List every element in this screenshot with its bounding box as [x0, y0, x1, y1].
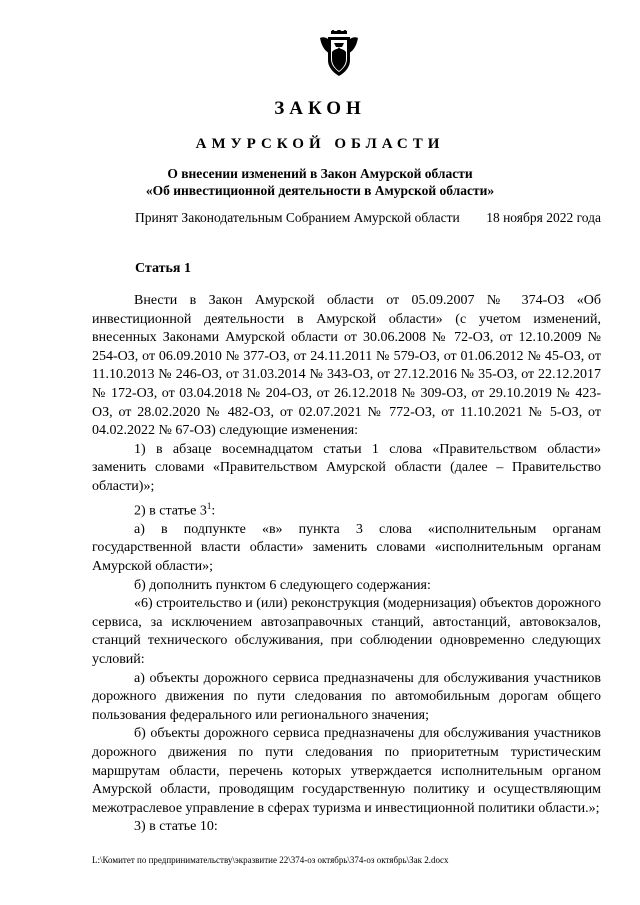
- paragraph: [92, 497, 601, 521]
- region-title: АМУРСКОЙ ОБЛАСТИ: [195, 136, 445, 152]
- adoption-line: [135, 210, 601, 226]
- paragraph: а) объекты дорожного сервиса предназначены для обслуживания участников дорожного движения по пути следования по автомобильным дорогам общего пользования федерального или регионального значения;: [92, 670, 601, 723]
- superscript: 1: [206, 500, 212, 511]
- article-body: [92, 292, 601, 837]
- law-subject: [0, 165, 640, 199]
- paragraph: 3) в статье 10:: [134, 819, 218, 835]
- paragraph: а) в подпункте «в» пункта 3 слова «исполнительным органам государственной власти области» заменить словами «исполнительным органам Амурской области»;: [92, 521, 601, 574]
- paragraph-text: :: [211, 503, 216, 519]
- law-title: ЗАКОН: [274, 98, 366, 119]
- subject-line-2: «Об инвестиционной деятельности в Амурской области»: [145, 183, 495, 198]
- paragraph: 1) в абзаце восемнадцатом статьи 1 слова «Правительством области» заменить словами «Правительством Амурской области (далее – Правительство области)»;: [92, 441, 601, 494]
- article-title: Статья 1: [135, 261, 191, 276]
- paragraph: «6) строительство и (или) реконструкция (модернизация) объектов дорожного сервиса, за исключением автозаправочных станций, автостанций, автовокзалов, станций технического обслуживания, при соблюдении одновременно следующих условий:: [92, 596, 601, 667]
- paragraph: б) дополнить пунктом 6 следующего содержания:: [134, 577, 431, 593]
- paragraph-text: 2) в статье 3: [134, 503, 207, 519]
- adopted-by: Принят Законодательным Собранием Амурской области: [135, 210, 460, 225]
- file-path-footer: L:\Комитет по предпринимательству\экразвитие 22\374-оз октябрь\374-оз октябрь\Зак 2.docx: [92, 855, 449, 865]
- paragraph: Внести в Закон Амурской области от 05.09.2007 № 374-ОЗ «Об инвестиционной деятельности в Амурской области» (с учетом изменений, внесенных Законами Амурской области от 30.06.2008 № 72-ОЗ, от 12.10.2009 № 254-ОЗ, от 06.09.2010 № 377-ОЗ, от 24.11.2011 № 579-ОЗ, от 01.06.2012 № 45-ОЗ, от 11.10.2013 № 246-ОЗ, от 31.03.2014 № 343-ОЗ, от 27.12.2016 № 35-ОЗ, от 22.12.2017 № 172-ОЗ, от 03.04.2018 № 204-ОЗ, от 26.12.2018 № 309-ОЗ, от 29.10.2019 № 423-ОЗ, от 28.02.2020 № 482-ОЗ, от 02.07.2021 № 772-ОЗ, от 11.10.2021 № 5-ОЗ, от 04.02.2022 № 67-ОЗ) следующие изменения:: [92, 293, 601, 439]
- adoption-date: 18 ноября 2022 года: [486, 210, 601, 225]
- subject-line-1: О внесении изменений в Закон Амурской области: [167, 166, 473, 181]
- paragraph: б) объекты дорожного сервиса предназначены для обслуживания участников дорожного движения по пути следования по приоритетным туристическим маршрутам области, перечень которых утверждается исполнительным органом Амурской области, проводящим государственную политику и осуществляющим межотраслевое управление в сферах туризма и инвестиционной политики области.»;: [92, 726, 601, 816]
- coat-of-arms-icon: [318, 30, 360, 78]
